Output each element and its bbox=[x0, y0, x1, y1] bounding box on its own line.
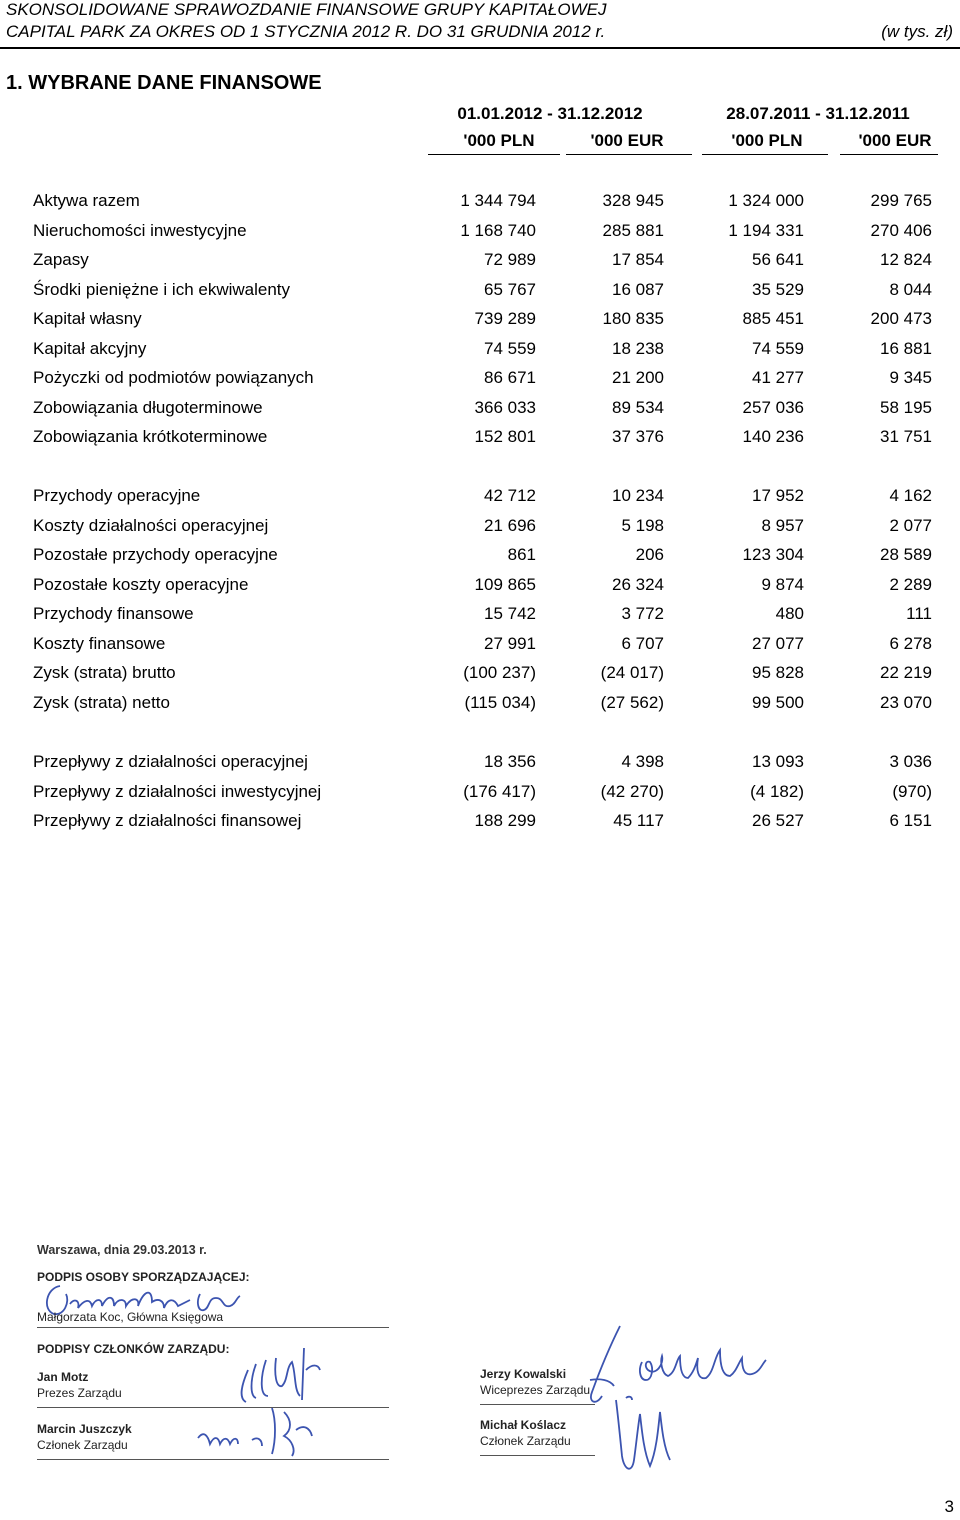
cell-pln-2012: 1 168 740 bbox=[460, 220, 536, 240]
report-title-line2: CAPITAL PARK ZA OKRES OD 1 STYCZNIA 2012 R. DO 31 GRUDNIA 2012 r. bbox=[6, 22, 606, 41]
cell-pln-2011: 257 036 bbox=[742, 397, 804, 417]
cell-eur-2012: 89 534 bbox=[612, 397, 664, 417]
cell-pln-2012: (115 034) bbox=[464, 692, 536, 712]
cell-pln-2012: 188 299 bbox=[474, 811, 536, 830]
table-row bbox=[0, 516, 960, 544]
period-2012: 01.01.2012 - 31.12.2012 bbox=[457, 104, 643, 123]
row-label: Pożyczki od podmiotów powiązanych bbox=[33, 368, 314, 387]
cell-pln-2012: 65 767 bbox=[484, 279, 536, 299]
cell-pln-2012: 152 801 bbox=[474, 427, 536, 446]
cell-eur-2012: 328 945 bbox=[602, 191, 664, 210]
period-2011: 28.07.2011 - 31.12.2011 bbox=[726, 104, 910, 123]
table-row bbox=[0, 575, 960, 603]
divider bbox=[37, 1327, 389, 1328]
cell-eur-2012: 10 234 bbox=[612, 486, 664, 505]
col-eur-2012: '000 EUR bbox=[590, 131, 664, 150]
table-row bbox=[0, 693, 960, 721]
table-row bbox=[0, 427, 960, 455]
cell-pln-2011: 56 641 bbox=[752, 250, 804, 269]
cell-eur-2011: 111 bbox=[906, 604, 932, 623]
row-label: Zobowiązania długoterminowe bbox=[33, 397, 263, 417]
member-name: Jerzy Kowalski bbox=[480, 1367, 567, 1381]
row-label: Pozostałe koszty operacyjne bbox=[33, 574, 249, 594]
cell-pln-2011: 95 828 bbox=[752, 663, 804, 682]
cell-pln-2012: 42 712 bbox=[484, 486, 536, 505]
cell-eur-2012: 180 835 bbox=[602, 309, 664, 328]
divider bbox=[480, 1404, 595, 1405]
cell-pln-2012: 74 559 bbox=[484, 338, 536, 358]
cell-eur-2012: 5 198 bbox=[621, 515, 664, 535]
cell-eur-2011: 9 345 bbox=[889, 368, 932, 387]
cell-eur-2011: (970) bbox=[892, 781, 932, 801]
cell-eur-2012: (27 562) bbox=[600, 692, 664, 712]
cell-pln-2011: 885 451 bbox=[742, 309, 804, 328]
cell-pln-2011: 27 077 bbox=[752, 633, 804, 653]
cell-eur-2011: 58 195 bbox=[880, 397, 932, 417]
divider bbox=[480, 1455, 595, 1456]
member-name: Michał Koślacz bbox=[480, 1418, 567, 1432]
table-row bbox=[0, 398, 960, 426]
cell-pln-2011: 99 500 bbox=[752, 692, 804, 712]
cell-eur-2012: 26 324 bbox=[612, 574, 664, 594]
table-row bbox=[0, 545, 960, 573]
cell-pln-2011: 26 527 bbox=[752, 811, 804, 830]
report-title-line1: SKONSOLIDOWANE SPRAWOZDANIE FINANSOWE GRUPY KAPITAŁOWEJ bbox=[6, 0, 607, 19]
cell-eur-2011: 2 289 bbox=[889, 574, 932, 594]
cell-eur-2011: 270 406 bbox=[870, 220, 932, 240]
cell-eur-2012: 6 707 bbox=[621, 633, 664, 653]
cell-pln-2012: (176 417) bbox=[463, 781, 536, 801]
cell-eur-2011: 28 589 bbox=[880, 545, 932, 564]
cell-eur-2011: 16 881 bbox=[880, 338, 932, 358]
table-row bbox=[0, 604, 960, 632]
cell-eur-2011: 31 751 bbox=[880, 427, 932, 446]
row-label: Przepływy z działalności finansowej bbox=[33, 811, 302, 830]
cell-pln-2011: (4 182) bbox=[750, 781, 804, 801]
row-label: Zysk (strata) netto bbox=[33, 692, 170, 712]
cell-pln-2012: 366 033 bbox=[474, 397, 536, 417]
cell-eur-2012: 18 238 bbox=[612, 338, 664, 358]
row-label: Kapitał własny bbox=[33, 309, 142, 328]
cell-pln-2012: 739 289 bbox=[474, 309, 536, 328]
row-label: Zapasy bbox=[33, 250, 89, 269]
member-name: Jan Motz bbox=[37, 1370, 89, 1384]
divider bbox=[37, 1459, 389, 1460]
table-row bbox=[0, 368, 960, 396]
preparer-name: Małgorzata Koc, Główna Księgowa bbox=[37, 1310, 224, 1324]
cell-eur-2012: 21 200 bbox=[612, 368, 664, 387]
cell-pln-2012: 109 865 bbox=[474, 574, 536, 594]
row-label: Przepływy z działalności operacyjnej bbox=[33, 752, 308, 771]
cell-eur-2011: 6 151 bbox=[889, 811, 932, 830]
col-pln-2011: '000 PLN bbox=[731, 131, 803, 150]
cell-pln-2012: 1 344 794 bbox=[460, 191, 536, 210]
table-row bbox=[0, 280, 960, 308]
col-eur-2011: '000 EUR bbox=[858, 131, 932, 150]
section-title: 1. WYBRANE DANE FINANSOWE bbox=[6, 72, 322, 94]
table-row bbox=[0, 309, 960, 337]
table-row bbox=[0, 782, 960, 810]
cell-eur-2011: 23 070 bbox=[880, 692, 932, 712]
signature-marcin-juszczyk bbox=[192, 1400, 332, 1460]
member-role: Wiceprezes Zarządu bbox=[480, 1383, 591, 1397]
col-underline bbox=[566, 154, 692, 155]
cell-pln-2011: 1 324 000 bbox=[728, 191, 804, 210]
cell-pln-2012: 72 989 bbox=[484, 250, 536, 269]
cell-pln-2011: 480 bbox=[775, 604, 804, 623]
preparer-header: PODPIS OSOBY SPORZĄDZAJĄCEJ: bbox=[37, 1270, 250, 1284]
unit-note: (w tys. zł) bbox=[881, 22, 953, 41]
page-number: 3 bbox=[944, 1497, 954, 1516]
table-row bbox=[0, 250, 960, 278]
cell-pln-2011: 74 559 bbox=[752, 338, 804, 358]
cell-pln-2011: 123 304 bbox=[742, 545, 804, 564]
cell-pln-2011: 13 093 bbox=[752, 752, 804, 771]
cell-eur-2012: 206 bbox=[635, 545, 664, 564]
cell-eur-2012: 17 854 bbox=[612, 250, 664, 269]
row-label: Aktywa razem bbox=[33, 191, 140, 210]
cell-eur-2012: 16 087 bbox=[612, 279, 664, 299]
cell-pln-2012: 15 742 bbox=[484, 604, 536, 623]
member-role: Prezes Zarządu bbox=[37, 1386, 122, 1400]
member-name: Marcin Juszczyk bbox=[37, 1422, 132, 1436]
cell-eur-2011: 22 219 bbox=[880, 663, 932, 682]
cell-eur-2012: 45 117 bbox=[613, 811, 664, 830]
row-label: Środki pieniężne i ich ekwiwalenty bbox=[33, 279, 291, 299]
table-row bbox=[0, 221, 960, 249]
row-label: Zobowiązania krótkoterminowe bbox=[33, 427, 268, 446]
cell-eur-2012: (24 017) bbox=[600, 663, 664, 682]
cell-pln-2011: 140 236 bbox=[742, 427, 804, 446]
row-label: Koszty działalności operacyjnej bbox=[33, 515, 269, 535]
row-label: Przychody finansowe bbox=[33, 604, 194, 623]
cell-pln-2012: 27 991 bbox=[484, 633, 536, 653]
row-label: Przepływy z działalności inwestycyjnej bbox=[33, 781, 322, 801]
cell-pln-2012: 18 356 bbox=[484, 752, 536, 771]
member-role: Członek Zarządu bbox=[37, 1438, 128, 1452]
cell-pln-2012: (100 237) bbox=[463, 663, 536, 682]
table-row bbox=[0, 486, 960, 514]
table-row bbox=[0, 811, 960, 839]
col-underline bbox=[840, 154, 938, 155]
cell-eur-2011: 4 162 bbox=[889, 486, 932, 505]
table-row bbox=[0, 191, 960, 219]
member-role: Członek Zarządu bbox=[480, 1434, 571, 1448]
place-date: Warszawa, dnia 29.03.2013 r. bbox=[37, 1243, 207, 1257]
cell-pln-2011: 41 277 bbox=[752, 368, 804, 387]
cell-eur-2012: 37 376 bbox=[612, 427, 664, 446]
cell-eur-2011: 3 036 bbox=[889, 752, 932, 771]
cell-eur-2011: 8 044 bbox=[889, 279, 932, 299]
cell-pln-2011: 17 952 bbox=[752, 486, 804, 505]
cell-pln-2011: 35 529 bbox=[752, 279, 804, 299]
cell-eur-2011: 200 473 bbox=[870, 309, 932, 328]
cell-pln-2012: 21 696 bbox=[484, 515, 536, 535]
cell-eur-2011: 2 077 bbox=[889, 515, 932, 535]
board-header: PODPISY CZŁONKÓW ZARZĄDU: bbox=[37, 1342, 230, 1356]
cell-pln-2011: 9 874 bbox=[761, 574, 804, 594]
table-row bbox=[0, 752, 960, 780]
cell-eur-2012: 3 772 bbox=[621, 604, 664, 623]
cell-pln-2011: 1 194 331 bbox=[728, 220, 804, 240]
table-row bbox=[0, 339, 960, 367]
table-row bbox=[0, 634, 960, 662]
header-rule bbox=[0, 47, 960, 49]
cell-eur-2012: 285 881 bbox=[602, 220, 664, 240]
cell-eur-2011: 6 278 bbox=[889, 633, 932, 653]
cell-eur-2012: 4 398 bbox=[621, 752, 664, 771]
row-label: Kapitał akcyjny bbox=[33, 338, 147, 358]
table-row bbox=[0, 663, 960, 691]
col-underline bbox=[702, 154, 828, 155]
cell-eur-2012: (42 270) bbox=[600, 781, 664, 801]
row-label: Koszty finansowe bbox=[33, 633, 166, 653]
cell-pln-2011: 8 957 bbox=[761, 515, 804, 535]
row-label: Przychody operacyjne bbox=[33, 486, 201, 505]
row-label: Pozostałe przychody operacyjne bbox=[33, 545, 278, 564]
cell-eur-2011: 299 765 bbox=[870, 191, 932, 210]
row-label: Nieruchomości inwestycyjne bbox=[33, 220, 247, 240]
cell-eur-2011: 12 824 bbox=[880, 250, 932, 269]
signature-michal-koslacz bbox=[598, 1396, 678, 1480]
cell-pln-2012: 861 bbox=[507, 545, 536, 564]
cell-pln-2012: 86 671 bbox=[484, 368, 536, 387]
col-pln-2012: '000 PLN bbox=[463, 131, 535, 150]
row-label: Zysk (strata) brutto bbox=[33, 663, 176, 682]
col-underline bbox=[428, 154, 560, 155]
